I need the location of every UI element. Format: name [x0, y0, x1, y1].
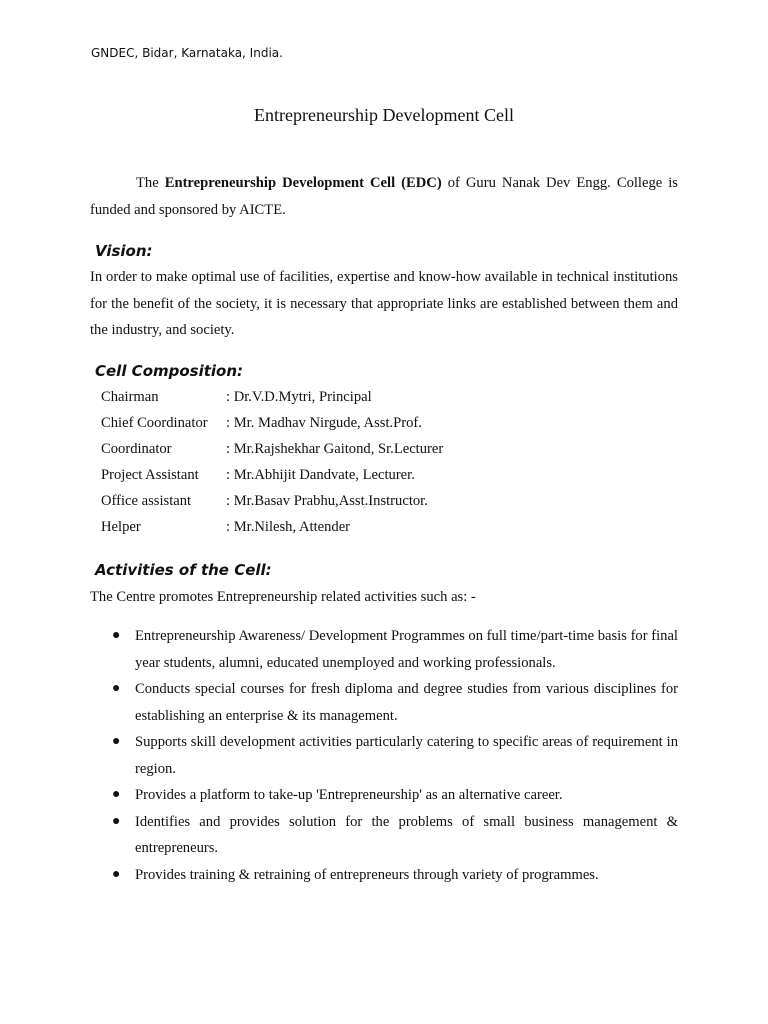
page-title: Entrepreneurship Development Cell — [254, 105, 514, 125]
composition-row — [101, 467, 661, 487]
composition-row — [101, 389, 661, 409]
list-item — [110, 809, 678, 862]
list-item — [110, 729, 678, 782]
intro-prefix: The — [136, 175, 165, 191]
member-role: Chief Coordinator — [101, 415, 208, 431]
composition-heading: Cell Composition: — [95, 362, 244, 380]
member-name: : Mr.Nilesh, Attender — [226, 519, 351, 535]
list-item — [110, 623, 678, 676]
list-item-text: Provides a platform to take-up 'Entrepreneurship' as an alternative career. — [135, 787, 563, 803]
bullet-icon: ● — [112, 787, 121, 802]
vision-heading: Vision: — [95, 242, 153, 260]
page-header: GNDEC, Bidar, Karnataka, India. — [91, 46, 283, 60]
member-name: : Dr.V.D.Mytri, Principal — [226, 389, 372, 405]
bullet-icon: ● — [112, 681, 121, 696]
list-item-text: Provides training & retraining of entrepreneurs through variety of programmes. — [135, 866, 599, 883]
list-item-text: Identifies and provides solution for the problems of small business management & entrepreneurs. — [135, 813, 678, 856]
member-name: : Mr.Abhijit Dandvate, Lecturer. — [226, 467, 415, 483]
member-name: : Mr.Rajshekhar Gaitond, Sr.Lecturer — [226, 441, 444, 457]
composition-row — [101, 441, 661, 461]
member-role: Chairman — [101, 389, 159, 405]
member-role: Coordinator — [101, 441, 172, 457]
member-name: : Mr. Madhav Nirgude, Asst.Prof. — [226, 415, 422, 431]
activities-list — [110, 623, 678, 888]
composition-row — [101, 519, 661, 539]
bullet-icon: ● — [112, 813, 121, 829]
member-role: Helper — [101, 519, 141, 535]
composition-row — [101, 415, 661, 435]
member-role: Office assistant — [101, 493, 192, 509]
bullet-icon: ● — [112, 628, 121, 643]
composition-row — [101, 493, 661, 513]
list-item — [110, 862, 678, 889]
list-item — [110, 676, 678, 729]
list-item-text: Entrepreneurship Awareness/ Development Programmes on full time/part-time basis for final year students, alumni, educated unemployed and working professionals. — [135, 628, 678, 671]
bullet-icon: ● — [112, 734, 121, 749]
bullet-icon: ● — [112, 866, 121, 882]
vision-paragraph: In order to make optimal use of facilities, expertise and know-how available in technical institutions for the benefit of the society, it is necessary that appropriate links are established between them and the industry, and society. — [90, 269, 678, 338]
intro-paragraph — [90, 170, 678, 223]
list-item-text: Supports skill development activities particularly catering to specific areas of requirement in region. — [135, 734, 678, 777]
member-role: Project Assistant — [101, 467, 199, 483]
member-name: : Mr.Basav Prabhu,Asst.Instructor. — [226, 493, 428, 509]
activities-intro: The Centre promotes Entrepreneurship related activities such as: - — [90, 589, 476, 605]
intro-suffix: of Guru Nanak Dev Engg. College is funded and sponsored by AICTE. — [90, 175, 678, 218]
intro-bold-name: Entrepreneurship Development Cell (EDC) — [164, 175, 442, 191]
list-item — [110, 782, 678, 809]
list-item-text: Conducts special courses for fresh diploma and degree studies from various disciplines for establishing an enterprise & its management. — [135, 681, 678, 724]
activities-heading: Activities of the Cell: — [95, 561, 272, 579]
